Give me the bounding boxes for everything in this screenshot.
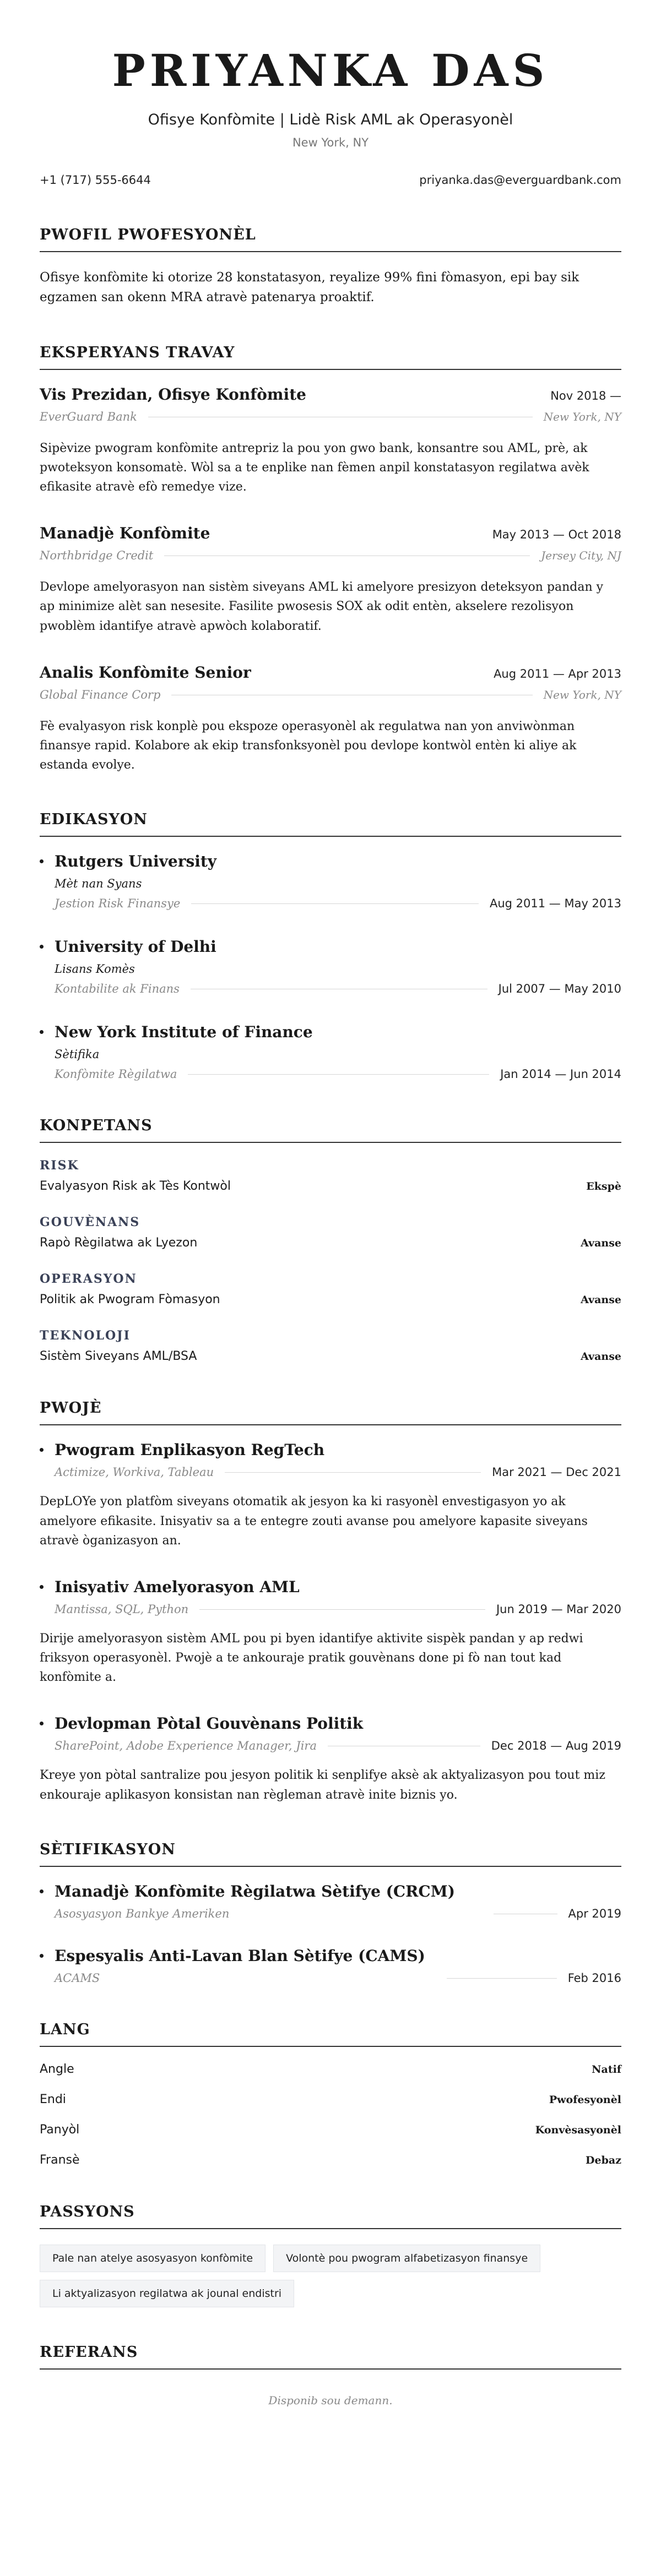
- section-title-projects: PWOJÈ: [40, 1399, 621, 1425]
- experience-entry: [40, 663, 621, 775]
- language-level: Konvèsasyonèl: [535, 2123, 621, 2136]
- skill-level: Avanse: [581, 1294, 621, 1306]
- project-dates: Mar 2021 — Dec 2021: [492, 1466, 621, 1479]
- candidate-headline: Ofisye Konfòmite | Lidè Risk AML ak Operasyonèl: [148, 111, 513, 128]
- passion-tag: Volontè pou pwogram alfabetizasyon finansye: [273, 2245, 540, 2272]
- education-entry: [40, 938, 621, 995]
- job-location: New York, NY: [543, 688, 621, 701]
- project-entry: [40, 1441, 621, 1550]
- leader-line: [199, 1609, 485, 1610]
- language-row: [40, 2153, 621, 2167]
- project-description: Dirije amelyorasyon sistèm AML pou pi byen idantifye aktivite sispèk pandan y ap redwi friksyon operasyonèl. Pwojè a te ankouraje pratik gouvènans done pi fò nan tout kad konfòmite a.: [40, 1631, 583, 1685]
- language-row: [40, 2123, 621, 2137]
- section-title-passions: PASSYONS: [40, 2203, 621, 2229]
- skill-category: OPERASYON: [40, 1272, 137, 1287]
- section-title-languages: LANG: [40, 2021, 621, 2047]
- language-level: Pwofesyonèl: [549, 2093, 621, 2106]
- phone-link[interactable]: +1 (717) 555-6644: [40, 173, 151, 187]
- project-description: Kreye yon pòtal santralize pou jesyon politik ki senplifye aksè ak aktyalizasyon pou tout miz enkouraje aplikasyon konsistan nan règleman atravè inite biznis yo.: [40, 1768, 605, 1802]
- skill-group: [40, 1215, 621, 1250]
- bullet-icon: [40, 1722, 44, 1725]
- experience-entry: [40, 524, 621, 636]
- job-title: Analis Konfòmite Senior: [40, 663, 251, 682]
- certification-date: Apr 2019: [568, 1907, 621, 1920]
- project-entry: [40, 1714, 621, 1804]
- skill-category: GOUVÈNANS: [40, 1215, 140, 1230]
- company-name: EverGuard Bank: [40, 410, 137, 423]
- language-row: [40, 2062, 621, 2076]
- skill-level: Avanse: [581, 1350, 621, 1363]
- school-name: Rutgers University: [55, 852, 217, 871]
- profile-summary: Ofisye konfòmite ki otorize 28 konstatasyon, reyalize 99% fini fòmasyon, epi bay sik egzamen san okenn MRA atravè patenarya proaktif.: [40, 270, 579, 305]
- bullet-icon: [40, 1030, 44, 1034]
- language-name: Angle: [40, 2062, 74, 2076]
- passions-section: [40, 2203, 621, 2307]
- bullet-icon: [40, 1448, 44, 1452]
- projects-section: [40, 1399, 621, 1805]
- job-title: Manadjè Konfòmite: [40, 524, 210, 543]
- project-entry: [40, 1578, 621, 1687]
- job-location: New York, NY: [543, 410, 621, 423]
- leader-line: [188, 1074, 489, 1075]
- certification-entry: [40, 1947, 621, 1985]
- project-dates: Jun 2019 — Mar 2020: [496, 1602, 621, 1616]
- experience-section: [40, 344, 621, 775]
- references-section: [40, 2344, 621, 2407]
- degree: Lisans Komès: [55, 962, 135, 976]
- project-tools: SharePoint, Adobe Experience Manager, Jira: [55, 1739, 317, 1753]
- job-description: Sipèvize pwogram konfòmite antrepriz la pou yon gwo bank, konsantre sou AML, prè, ak pwoteksyon konsomatè. Wòl sa a te enplike nan fèmen anpil konstatasyon regilatwa avèk efikasite atravè efò remedye vize.: [40, 441, 589, 494]
- language-name: Fransè: [40, 2153, 80, 2167]
- language-level: Debaz: [586, 2154, 621, 2166]
- field-of-study: Konfòmite Règilatwa: [55, 1068, 177, 1081]
- degree: Mèt nan Syans: [55, 877, 142, 891]
- school-name: New York Institute of Finance: [55, 1023, 313, 1042]
- passion-tags: [40, 2245, 621, 2307]
- certification-entry: [40, 1882, 621, 1920]
- experience-entry: [40, 385, 621, 497]
- company-name: Northbridge Credit: [40, 549, 154, 563]
- education-dates: Jul 2007 — May 2010: [498, 982, 621, 996]
- skill-name: Evalyasyon Risk ak Tès Kontwòl: [40, 1179, 231, 1194]
- school-name: University of Delhi: [55, 938, 216, 956]
- education-section: [40, 811, 621, 1081]
- bullet-icon: [40, 945, 44, 949]
- job-title: Vis Prezidan, Ofisye Konfòmite: [40, 385, 306, 404]
- project-description: DepLOYe yon platfòm siveyans otomatik ak jesyon ka ki rasyonèl envestigasyon yo ak amelyore efikasite. Inisyativ sa a te entegre zouti avanse pou amelyore kapasite siveyans atravè òganizasyon an.: [40, 1495, 588, 1548]
- bullet-icon: [40, 1954, 44, 1958]
- language-row: [40, 2093, 621, 2106]
- language-name: Panyòl: [40, 2122, 80, 2137]
- project-name: Devlopman Pòtal Gouvènans Politik: [55, 1714, 364, 1733]
- profile-section: [40, 226, 621, 308]
- certification-name: Espesyalis Anti-Lavan Blan Sètifye (CAMS): [55, 1946, 425, 1965]
- job-location: Jersey City, NJ: [541, 549, 621, 563]
- skill-level: Ekspè: [586, 1180, 621, 1193]
- education-entry: [40, 1023, 621, 1081]
- skills-section: [40, 1117, 621, 1363]
- passion-tag: Pale nan atelye asosyasyon konfòmite: [40, 2245, 266, 2272]
- job-dates: Nov 2018 —: [550, 389, 621, 402]
- certifications-section: [40, 1841, 621, 1985]
- candidate-location: New York, NY: [292, 136, 369, 149]
- bullet-icon: [40, 1585, 44, 1589]
- bullet-icon: [40, 859, 44, 863]
- skill-category: TEKNOLOJI: [40, 1328, 131, 1343]
- language-name: Endi: [40, 2092, 66, 2106]
- skill-category: RISK: [40, 1158, 79, 1173]
- resume-header: [40, 45, 621, 187]
- section-title-skills: KONPETANS: [40, 1117, 621, 1143]
- leader-line: [447, 1978, 556, 1979]
- leader-line: [191, 903, 479, 904]
- job-dates: Aug 2011 — Apr 2013: [494, 667, 621, 680]
- section-title-education: EDIKASYON: [40, 811, 621, 837]
- field-of-study: Jestion Risk Finansye: [55, 897, 181, 911]
- section-title-profile: PWOFIL PWOFESYONÈL: [40, 226, 621, 252]
- job-dates: May 2013 — Oct 2018: [492, 528, 621, 542]
- skill-name: Rapò Règilatwa ak Lyezon: [40, 1236, 198, 1250]
- language-level: Natif: [592, 2063, 621, 2076]
- skill-group: [40, 1328, 621, 1363]
- section-title-references: REFERANS: [40, 2344, 621, 2370]
- job-description: Fè evalyasyon risk konplè pou ekspoze operasyonèl ak regulatwa nan yon anviwònman finansye rapid. Kolabore ak ekip transfonksyonèl pou devlope kontwòl entèn ki aliye ak estanda evolye.: [40, 719, 577, 772]
- education-entry: [40, 852, 621, 910]
- company-name: Global Finance Corp: [40, 688, 161, 701]
- skill-group: [40, 1158, 621, 1193]
- bullet-icon: [40, 1889, 44, 1893]
- education-dates: Aug 2011 — May 2013: [489, 897, 621, 911]
- section-title-certifications: SÈTIFIKASYON: [40, 1841, 621, 1867]
- education-dates: Jan 2014 — Jun 2014: [500, 1068, 621, 1081]
- project-tools: Actimize, Workiva, Tableau: [55, 1466, 214, 1479]
- references-note: Disponib sou demann.: [268, 2393, 393, 2407]
- job-description: Devlope amelyorasyon nan sistèm siveyans AML ki amelyore presizyon deteksyon pandan y ap minimize alèt san nesesite. Fasilite pwosesis SOX ak odit entèn, akselere rezolisyon pwoblèm idantifye atravè apwòch kolaboratif.: [40, 580, 604, 633]
- passion-tag: Li aktyalizasyon regilatwa ak jounal endistri: [40, 2280, 294, 2307]
- languages-section: [40, 2021, 621, 2167]
- leader-line: [225, 1472, 481, 1473]
- section-title-experience: EKSPERYANS TRAVAY: [40, 344, 621, 370]
- email-link[interactable]: priyanka.das@everguardbank.com: [419, 173, 621, 187]
- project-dates: Dec 2018 — Aug 2019: [491, 1739, 621, 1753]
- skill-name: Sistèm Siveyans AML/BSA: [40, 1349, 197, 1364]
- contact-row: [40, 173, 621, 187]
- candidate-name: PRIYANKA DAS: [112, 45, 549, 96]
- project-tools: Mantissa, SQL, Python: [55, 1602, 189, 1616]
- project-name: Inisyativ Amelyorasyon AML: [55, 1577, 300, 1596]
- skill-group: [40, 1272, 621, 1306]
- certification-issuer: Asosyasyon Bankye Ameriken: [55, 1907, 230, 1920]
- leader-line: [164, 555, 530, 556]
- certification-date: Feb 2016: [567, 1971, 621, 1985]
- certification-name: Manadjè Konfòmite Règilatwa Sètifye (CRCM): [55, 1882, 455, 1900]
- project-name: Pwogram Enplikasyon RegTech: [55, 1441, 325, 1459]
- degree: Sètifika: [55, 1048, 100, 1061]
- skill-level: Avanse: [581, 1237, 621, 1250]
- skill-name: Politik ak Pwogram Fòmasyon: [40, 1293, 220, 1307]
- field-of-study: Kontabilite ak Finans: [55, 982, 180, 996]
- certification-issuer: ACAMS: [55, 1971, 100, 1985]
